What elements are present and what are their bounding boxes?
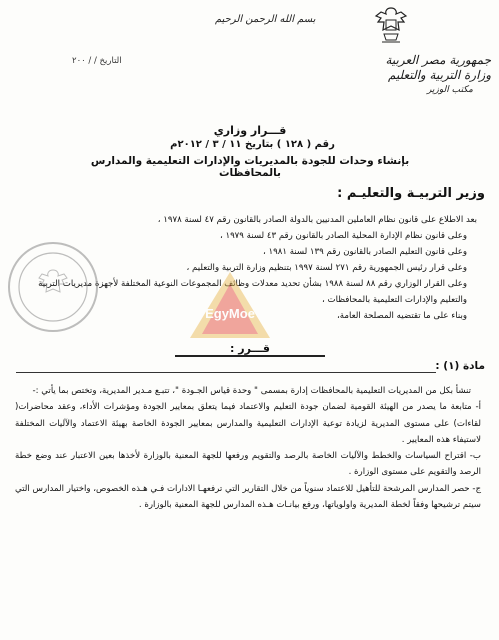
divider (16, 372, 436, 373)
decree-subject: بإنشاء وحدات للجودة بالمديريات والإدارات التعليمية والمدارس بالمحافظات (90, 155, 410, 179)
body-paragraph: تنشأ بكل من المديريات التعليمية بالمحافظات إدارة بمسمى " وحدة قياس الجـودة "، تتبـع مـدير المديرية، وتختص بما يأتي :- (32, 386, 471, 396)
ministry-heading (341, 53, 491, 98)
decree-number: رقم ( ١٢٨ ) بتاريخ ١١ / ٣ / ٢٠١٢م (170, 139, 335, 150)
article-heading: مادة (١) : (435, 360, 485, 372)
qarar-heading: قـــرر : (230, 342, 270, 355)
body-paragraph: ج- حصر المدارس المرشحة للتأهيل للاعتماد سنوياً من خلال التقارير التي ترفعهـا الادارات فـي هـذه الخصوص، واختيار المدارس التي سيتم ترشيحها وفقاً لخطة المديرية واولوياتها، ورفع بيانـات هـذه المدارس للجهة المعنية بالوزارة . (15, 483, 481, 511)
preamble-line: بعد الاطلاع على قانون نظام العاملين المدنيين بالدولة الصادر بالقانون رقم ٤٧ لسنة ١٩٧٨ ، (157, 215, 477, 225)
date-line: التاريخ / / ٢٠٠ (72, 56, 122, 66)
minister-heading: وزير التربيـة والتعليـم : (337, 186, 485, 201)
preamble-line: وعلى قانون التعليم الصادر بالقانون رقم ١٣٩ لسنة ١٩٨١ ، (262, 247, 467, 257)
body-paragraph: أ- متابعة ما يصدر من الهيئة القومية لضمان جودة التعليم والاعتماد فيما يتعلق بمعايير الجودة ومؤشرات الأداء، وعقد محاضرات( لقاءات) على مستوى المديرية لزيادة توعية الإدارات التعليمية والمدارس بمعايير الجودة الخاصة بهيئة الاعتماد والآليات المختلفة لاستيفاء هذه المعايير . (15, 402, 481, 445)
body-paragraph: ب- اقتراح السياسات والخطط والآليات الخاصة بالرصد والتقويم ورفعها للجهة المعنية بالوزارة لأخذها بعين الاعتبار عند وضع خطة الرصد والتقويم على مستوى الوزارة . (15, 451, 481, 478)
article-body (15, 383, 481, 513)
eagle-emblem-icon (372, 4, 410, 46)
decree-title: قـــرار وزاري (213, 124, 287, 137)
egymoe-logo-icon (170, 270, 290, 340)
preamble-line: وبناء على ما تقتضيه المصلحة العامة، (337, 311, 467, 321)
watermark-text: EgyMoe (205, 306, 255, 321)
ministry-line-ministry: وزارة التربية والتعليم (387, 68, 491, 82)
preamble-line: وعلى قانون نظام الإدارة المحلية الصادر بالقانون رقم ٤٣ لسنة ١٩٧٩ ، (219, 231, 467, 241)
official-seal-icon (6, 240, 101, 335)
ministry-line-republic: جمهورية مصر العربية (385, 53, 491, 67)
basmala: بسم الله الرحمن الرحيم (215, 14, 316, 25)
ministry-line-office: مكتب الوزير (427, 85, 473, 95)
preamble-line: وعلى القرار الوزاري رقم ٨٨ لسنة ١٩٨٨ بشأن تحديد معدلات وظائف المجموعات النوعية المختلفة لأجهزة مديريات التربية والتعليم والإدارات التعليمية بالمحافظات ، (38, 279, 467, 305)
divider (175, 355, 325, 357)
preamble-line: وعلى قرار رئيس الجمهورية رقم ٢٧١ لسنة ١٩٩٧ بتنظيم وزارة التربية والتعليم ، (186, 263, 467, 273)
